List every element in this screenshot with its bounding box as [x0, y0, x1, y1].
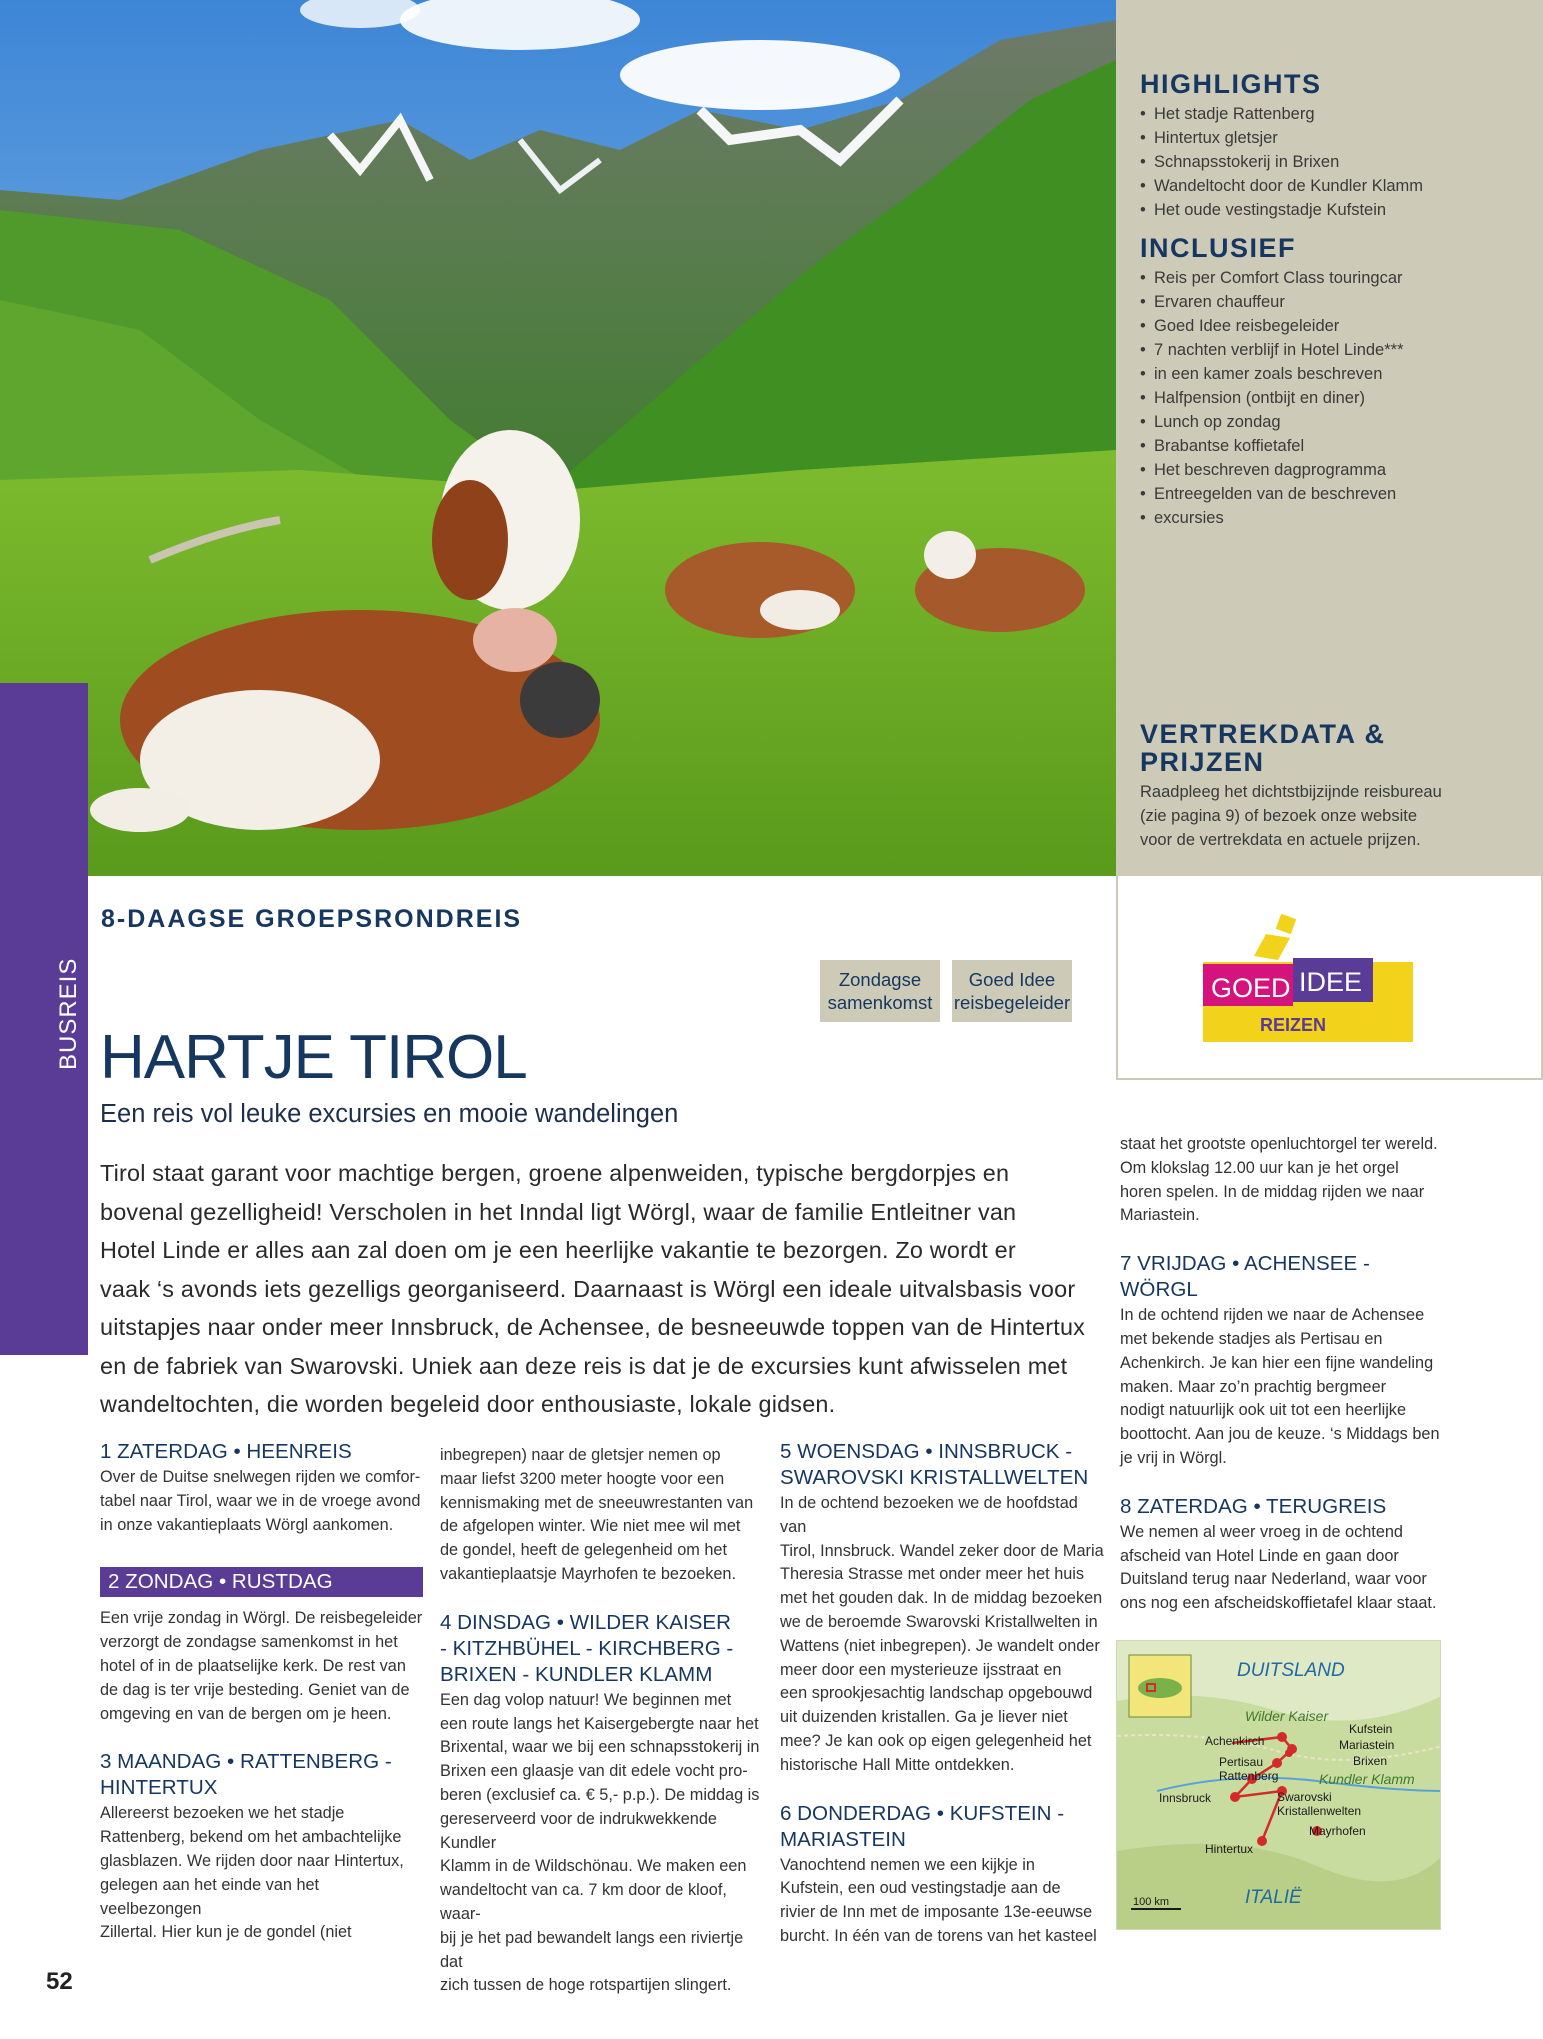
text-line: je vrij in Wörgl. [1120, 1448, 1227, 1467]
day-1-heading: 1 ZATERDAG • HEENREIS [100, 1440, 352, 1463]
itinerary-column-3 [780, 1440, 1105, 1949]
text-line: een route langs het Kaisergebergte naar het [440, 1714, 759, 1733]
day-7-text [1120, 1304, 1450, 1471]
day-6-heading-line1: 6 DONDERDAG • KUFSTEIN - [780, 1801, 1065, 1825]
day-3-heading-line1: 3 MAANDAG • RATTENBERG - [100, 1750, 392, 1774]
tag-line: reisbegeleider [953, 992, 1071, 1013]
route-map [1116, 1640, 1441, 1930]
text-line: Tirol, Innsbruck. Wandel zeker door de Maria [780, 1541, 1104, 1560]
list-item: • Hintertux gletsjer [1140, 126, 1519, 150]
text-line: Zillertal. Hier kun je de gondel (niet [100, 1923, 352, 1942]
text-line: we de beroemde Swarovski Kristallwelten in [780, 1612, 1098, 1631]
map-place-achenkirch: Achenkirch [1205, 1734, 1265, 1748]
text-line: maken. Maar zo’n prachtig bergmeer [1120, 1377, 1387, 1396]
intro-line: Tirol staat garant voor machtige bergen, groene alpenweiden, typische bergdorpjes en [100, 1160, 1010, 1186]
list-item-continuation: • in een kamer zoals beschreven [1140, 362, 1519, 386]
text-line: Brixental, waar we bij een schnapsstokerij in [440, 1738, 760, 1757]
text-line: met het gouden dak. In de middag bezoeken [780, 1589, 1103, 1608]
map-place-kufstein: Kufstein [1349, 1722, 1393, 1736]
text-line: kennismaking met de sneeuwrestanten van [440, 1493, 754, 1512]
text-line: bij je het pad bewandelt langs een riviertje dat [440, 1928, 744, 1971]
text-line: wandeltocht van ca. 7 km door de kloof, waar- [440, 1881, 727, 1923]
day-4-heading-line2: - KITZHBÜHEL - KIRCHBERG - [440, 1636, 734, 1660]
vertrekdata-text-line: Raadpleeg het dichtstbijzijnde reisbureau [1140, 783, 1442, 801]
text-line: de afgelopen winter. Wie niet mee wil met [440, 1517, 741, 1536]
day-4-heading-line3: BRIXEN - KUNDLER KLAMM [440, 1662, 713, 1686]
logo-word-idee: IDEE [1299, 967, 1363, 997]
info-side-panel [1116, 0, 1543, 876]
day-4-text [440, 1689, 770, 1998]
list-item: • Het beschreven dagprogramma [1140, 458, 1519, 482]
text-line: nodigt natuurlijk ook uit tot een heerlijke [1120, 1401, 1407, 1420]
day-7-heading-line1: 7 VRIJDAG • ACHENSEE - [1120, 1252, 1370, 1276]
map-place-innsbruck: Innsbruck [1159, 1791, 1212, 1805]
text-line: uit duizenden kristallen. Ga je liever niet [780, 1708, 1068, 1727]
text-line: Theresia Strasse met onder meer het huis [780, 1565, 1085, 1584]
text-line: zich tussen de hoge rotspartijen slingert. [440, 1976, 732, 1995]
tag-line: Goed Idee [968, 969, 1056, 990]
text-line: ons nog een afscheidskoffietafel klaar staat. [1120, 1594, 1437, 1613]
day-3-continued-text [440, 1444, 770, 1587]
text-line: verzorgt de zondagse samenkomst in het [100, 1633, 398, 1652]
map-place-swarovski: Swarovski [1277, 1790, 1332, 1804]
tag-zondagse-samenkomst [820, 960, 940, 1022]
map-country-italie: ITALIË [1245, 1887, 1302, 1908]
inclusief-heading: INCLUSIEF [1140, 233, 1297, 263]
map-place-rattenberg: Rattenberg [1219, 1769, 1279, 1783]
text-line: Klamm in de Wildschönau. We maken een [440, 1857, 747, 1876]
map-place-mariastein: Mariastein [1339, 1738, 1395, 1752]
vertrekdata-text-line: voor de vertrekdata en actuele prijzen. [1140, 831, 1421, 849]
day-4-heading-line1: 4 DINSDAG • WILDER KAISER [440, 1610, 732, 1634]
list-item: • Schnapsstokerij in Brixen [1140, 150, 1519, 174]
goed-idee-reizen-logo [1118, 876, 1543, 1080]
list-item: • Entreegelden van de beschreven [1140, 482, 1519, 506]
tag-line: samenkomst [827, 992, 933, 1013]
text-line: Om klokslag 12.00 uur kan je het orgel [1120, 1158, 1399, 1177]
list-item: • Het oude vestingstadje Kufstein [1140, 198, 1519, 222]
map-region-wilder-kaiser: Wilder Kaiser [1245, 1708, 1329, 1724]
day-7-heading-line2: WÖRGL [1120, 1278, 1198, 1302]
list-item: • Goed Idee reisbegeleider [1140, 314, 1519, 338]
text-line: beren (exclusief ca. € 5,- p.p.). De middag is [440, 1785, 760, 1804]
day-8-text [1120, 1521, 1450, 1616]
tirol-route-map-graphic [1117, 1641, 1441, 1930]
day-5-heading-line2: SWAROVSKI KRISTALLWELTEN [780, 1466, 1089, 1489]
text-line: inbegrepen) naar de gletsjer nemen op [440, 1446, 721, 1464]
text-line: horen spelen. In de middag rijden we naar [1120, 1182, 1425, 1201]
day-2-text [100, 1607, 423, 1726]
text-line: maar liefst 3200 meter hoogte voor een [440, 1469, 725, 1488]
list-item: • Halfpension (ontbijt en diner) [1140, 386, 1519, 410]
tour-kicker: 8-DAAGSE GROEPSRONDREIS [101, 905, 523, 933]
text-line: in onze vakantieplaats Wörgl aankomen. [100, 1515, 394, 1534]
text-line: de gondel, heeft de gelegenheid om het [440, 1541, 727, 1560]
intro-line: en de fabriek van Swarovski. Uniek aan deze reis is dat je de excursies kunt afwisselen met [100, 1352, 1068, 1379]
day-5-heading-line1: 5 WOENSDAG • INNSBRUCK - [780, 1440, 1073, 1463]
highlights-list [1140, 102, 1519, 222]
text-line: We nemen al weer vroeg in de ochtend [1120, 1522, 1403, 1541]
busreis-label: BUSREIS [55, 957, 82, 1070]
map-place-brixen: Brixen [1353, 1754, 1388, 1768]
vertrekdata-heading-line2: PRIJZEN [1140, 747, 1265, 777]
day-5-text [780, 1492, 1105, 1778]
day-6-heading-line2: MARIASTEIN [780, 1827, 906, 1851]
map-place-kristallenwelten: Kristallenwelten [1277, 1804, 1362, 1818]
inclusief-list [1140, 266, 1519, 530]
text-line: hotel of in de plaatselijke kerk. De rest van [100, 1656, 406, 1675]
text-line: met bekende stadjes als Pertisau en [1120, 1329, 1383, 1348]
text-line: Wattens (niet inbegrepen). Je wandelt onder [780, 1636, 1100, 1655]
page-title: HARTJE TIROL [100, 1023, 527, 1092]
text-line: burcht. In één van de torens van het kasteel [780, 1926, 1097, 1945]
text-line: Een dag volop natuur! We beginnen met [440, 1690, 732, 1709]
list-item: • Wandeltocht door de Kundler Klamm [1140, 174, 1519, 198]
day-1-text [100, 1466, 423, 1537]
text-line: omgeving en van de bergen om je heen. [100, 1704, 392, 1723]
text-line: Een vrije zondag in Wörgl. De reisbegeleider [100, 1609, 423, 1628]
text-line: Kufstein, een oud vestingstadje aan de [780, 1879, 1061, 1898]
intro-paragraph [100, 1154, 1100, 1424]
logo-word-goed: GOED [1211, 973, 1291, 1003]
vertrekdata-heading-line1: VERTREKDATA & [1140, 719, 1386, 749]
text-line: rivier de Inn met de imposante 13e-eeuwse [780, 1903, 1093, 1922]
text-line: Allereerst bezoeken we het stadje [100, 1804, 345, 1823]
text-line: Brixen een glaasje van dit edele vocht pro- [440, 1762, 748, 1781]
text-line: Rattenberg, bekend om het ambachtelijke [100, 1828, 402, 1847]
text-line: Over de Duitse snelwegen rijden we comfor- [100, 1468, 421, 1486]
map-country-duitsland: DUITSLAND [1237, 1660, 1345, 1681]
day-6-continued-text [1120, 1133, 1450, 1228]
list-item: • Reis per Comfort Class touringcar [1140, 266, 1519, 290]
vertrekdata-text-line: (zie pagina 9) of bezoek onze website [1140, 807, 1418, 825]
day-8-heading: 8 ZATERDAG • TERUGREIS [1120, 1494, 1387, 1518]
list-item: • 7 nachten verblijf in Hotel Linde*** [1140, 338, 1519, 362]
text-line: historische Hall Mitte ontdekken. [780, 1755, 1015, 1774]
itinerary-column-2 [440, 1444, 770, 1998]
logo-word-reizen: REIZEN [1260, 1015, 1327, 1035]
text-line: de dag is ter vrije besteding. Geniet van de [100, 1680, 410, 1699]
text-line: mee? Je kan ook op eigen gelegenheid het [780, 1731, 1092, 1750]
intro-line: bovenal gezelligheid! Verscholen in het Inndal ligt Wörgl, waar de familie Entleitner van [100, 1198, 1017, 1225]
day-2-heading: 2 ZONDAG • RUSTDAG [100, 1567, 423, 1597]
map-place-hintertux: Hintertux [1205, 1842, 1254, 1856]
text-line: Mariastein. [1120, 1206, 1200, 1225]
intro-line: Hotel Linde er alles aan zal doen om je een heerlijke vakantie te bezorgen. Zo wordt er [100, 1237, 1016, 1263]
list-item: • Het stadje Rattenberg [1140, 102, 1519, 126]
text-line: glasblazen. We rijden door naar Hintertux, [100, 1851, 404, 1870]
text-line: een sprookjesachtig landschap opgebouwd [780, 1684, 1093, 1703]
vertrekdata-block [1140, 720, 1519, 852]
text-line: staat het grootste openluchtorgel ter wereld. [1120, 1135, 1438, 1153]
tag-line: Zondagse [838, 969, 922, 990]
hero-photo [0, 0, 1116, 876]
text-line: meer door een mysterieuze ijsstraat en [780, 1660, 1062, 1679]
itinerary-column-1 [100, 1440, 423, 1945]
map-region-kundler-klamm: Kundler Klamm [1319, 1771, 1415, 1787]
text-line: gereserveerd voor de indrukwekkende Kundler [440, 1809, 717, 1852]
text-line: In de ochtend rijden we naar de Achensee [1120, 1306, 1425, 1325]
text-line: boottocht. Aan jou de keuze. ‘s Middags ben [1120, 1425, 1440, 1444]
list-item-continuation: • excursies [1140, 506, 1519, 530]
text-line: Duitsland terug naar Nederland, waar voor [1120, 1570, 1427, 1589]
alpine-meadow-with-cows-image [0, 0, 1116, 876]
day-3-text [100, 1802, 423, 1945]
list-item: • Ervaren chauffeur [1140, 290, 1519, 314]
highlights-heading: HIGHLIGHTS [1140, 69, 1322, 99]
goed-idee-logo-box [1116, 876, 1543, 1080]
text-line: tabel naar Tirol, waar we in de vroege avond [100, 1491, 421, 1510]
tag-goed-idee-reisbegeleider [952, 960, 1072, 1022]
text-line: In de ochtend bezoeken we de hoofdstad van [780, 1494, 1078, 1536]
map-place-pertisau: Pertisau [1219, 1755, 1264, 1769]
page-number: 52 [46, 1968, 73, 1995]
intro-line: vaak ‘s avonds iets gezelligs georganiseerd. Daarnaast is Wörgl een ideale uitvalsbasis voor [100, 1275, 1076, 1302]
day-6-text [780, 1854, 1105, 1949]
page-subtitle: Een reis vol leuke excursies en mooie wandelingen [100, 1100, 679, 1128]
text-line: Achenkirch. Je kan hier een fijne wandeling [1120, 1353, 1434, 1372]
map-place-mayrhofen: Mayrhofen [1309, 1824, 1366, 1838]
day-3-heading-line2: HINTERTUX [100, 1776, 218, 1800]
text-line: gelegen aan het einde van het veelbezongen [100, 1875, 320, 1918]
text-line: Vanochtend nemen we een kijkje in [780, 1855, 1035, 1874]
list-item: • Lunch op zondag [1140, 410, 1519, 434]
text-line: vakantieplaatsje Mayrhofen te bezoeken. [440, 1564, 736, 1583]
text-line: afscheid van Hotel Linde en gaan door [1120, 1546, 1399, 1565]
intro-line: wandeltochten, die worden begeleid door enthousiaste, lokale gidsen. [100, 1391, 836, 1417]
intro-line: uitstapjes naar onder meer Innsbruck, de Achensee, de besneeuwde toppen van de Hintertux [100, 1314, 1086, 1340]
map-scale-label: 100 km [1133, 1896, 1170, 1908]
list-item: • Brabantse koffietafel [1140, 434, 1519, 458]
itinerary-column-4 [1120, 1133, 1450, 1616]
